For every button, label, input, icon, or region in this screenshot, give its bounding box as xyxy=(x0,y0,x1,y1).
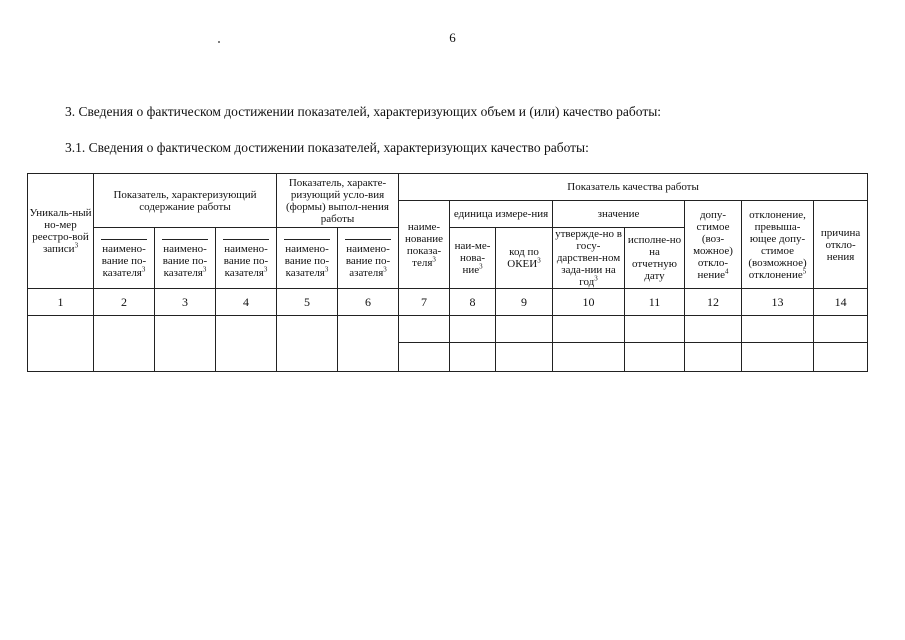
header-indicator-name xyxy=(399,201,450,289)
footnote-ref: 3 xyxy=(383,264,387,273)
header-okei-code-text: код по ОКЕИ xyxy=(507,246,539,270)
footnote-ref: 3 xyxy=(594,274,598,283)
header-okei-code xyxy=(496,228,553,289)
column-number: 3 xyxy=(155,289,216,316)
empty-cell xyxy=(28,316,94,372)
header-excess-deviation xyxy=(742,201,814,289)
column-number: 8 xyxy=(450,289,496,316)
header-deviation-reason: причина отклo-нения xyxy=(814,201,868,289)
empty-cell xyxy=(553,343,625,372)
empty-cell xyxy=(496,343,553,372)
footnote-ref: 3 xyxy=(74,241,79,250)
column-number: 13 xyxy=(742,289,814,316)
header-content-indicator-3 xyxy=(216,228,277,289)
footnote-ref: 3 xyxy=(263,264,268,273)
empty-cell xyxy=(216,316,277,372)
header-quality-group: Показатель качества работы xyxy=(399,174,868,201)
column-number: 10 xyxy=(553,289,625,316)
footnote-ref: 3 xyxy=(537,256,541,265)
empty-cell xyxy=(814,316,868,343)
footnote-ref: 3 xyxy=(202,264,207,273)
section-3-heading: 3. Сведения о фактическом достижении показателей, характеризующих объем и (или) качество работы: xyxy=(65,104,662,119)
column-number: 11 xyxy=(625,289,685,316)
footnote-ref: 3 xyxy=(479,262,483,271)
empty-cell xyxy=(94,316,155,372)
scan-speck xyxy=(218,41,220,43)
header-content-group: Показатель, характеризующий содержание работы xyxy=(94,174,277,228)
quality-indicators-table xyxy=(27,173,868,372)
header-content-indicator-2-text: наимено-вание по-казателя xyxy=(162,242,208,279)
empty-cell xyxy=(814,343,868,372)
column-number: 12 xyxy=(685,289,742,316)
column-number: 6 xyxy=(338,289,399,316)
column-number: 9 xyxy=(496,289,553,316)
empty-cell xyxy=(625,343,685,372)
header-condition-indicator-2 xyxy=(338,228,399,289)
blank-line xyxy=(101,238,146,240)
header-indicator-name-text: наиме-нование показа-теля xyxy=(405,220,443,269)
empty-cell xyxy=(742,343,814,372)
column-number: 14 xyxy=(814,289,868,316)
empty-cell xyxy=(496,316,553,343)
empty-cell xyxy=(742,316,814,343)
header-unit-name xyxy=(450,228,496,289)
header-allowed-deviation-text: допу-стимое (воз-можное) откло-нение xyxy=(693,208,733,281)
empty-cell xyxy=(399,316,450,343)
header-executed-value: исполне-но на отчетную дату xyxy=(625,228,685,289)
footnote-ref: 4 xyxy=(724,266,729,275)
column-number: 7 xyxy=(399,289,450,316)
header-approved-value-text: утвержде-но в госу-дарствен-ном зада-нии на год xyxy=(555,228,622,288)
blank-line xyxy=(162,238,207,240)
blank-line xyxy=(223,238,268,240)
empty-cell xyxy=(450,343,496,372)
blank-line xyxy=(284,238,329,240)
header-registry-number-text: Уникаль-ный но-мер реестро-вой записи xyxy=(29,207,92,255)
page-number: 6 xyxy=(449,30,456,45)
empty-cell xyxy=(685,316,742,343)
header-value-group: значение xyxy=(553,201,685,228)
header-content-indicator-1 xyxy=(94,228,155,289)
header-condition-indicator-1 xyxy=(277,228,338,289)
empty-cell xyxy=(553,316,625,343)
header-conditions-group: Показатель, характе-ризующий усло-вия (формы) выпол-нения работы xyxy=(277,174,399,228)
table-row xyxy=(28,316,868,343)
footnote-ref: 5 xyxy=(802,266,807,275)
header-content-indicator-2 xyxy=(155,228,216,289)
empty-cell xyxy=(685,343,742,372)
empty-cell xyxy=(338,316,399,372)
empty-cell xyxy=(450,316,496,343)
column-number: 5 xyxy=(277,289,338,316)
section-3-1-heading: 3.1. Сведения о фактическом достижении показателей, характеризующих качество работы: xyxy=(65,140,589,155)
header-allowed-deviation xyxy=(685,201,742,289)
header-unit-group: единица измере-ния xyxy=(450,201,553,228)
column-number: 1 xyxy=(28,289,94,316)
footnote-ref: 3 xyxy=(141,264,146,273)
header-content-indicator-3-text: наимено-вание по-казателя xyxy=(223,242,269,279)
header-registry-number xyxy=(28,174,94,289)
column-number: 4 xyxy=(216,289,277,316)
empty-cell xyxy=(399,343,450,372)
footnote-ref: 3 xyxy=(432,254,436,263)
header-unit-name-text: наи-ме-нова-ние xyxy=(454,240,491,276)
empty-cell xyxy=(625,316,685,343)
header-approved-value xyxy=(553,228,625,289)
empty-cell xyxy=(155,316,216,372)
column-number-row xyxy=(28,289,868,316)
header-content-indicator-1-text: наимено-вание по-казателя xyxy=(101,242,147,279)
footnote-ref: 3 xyxy=(324,264,329,273)
header-condition-indicator-1-text: наимено-вание по-казателя xyxy=(284,242,330,279)
header-excess-deviation-text: отклонение, превыша-ющее допу-стимое (возможное) отклонение xyxy=(748,208,807,281)
empty-cell xyxy=(277,316,338,372)
column-number: 2 xyxy=(94,289,155,316)
header-condition-indicator-2-text: наимено-вание по-азателя xyxy=(345,242,391,279)
blank-line xyxy=(345,238,390,240)
